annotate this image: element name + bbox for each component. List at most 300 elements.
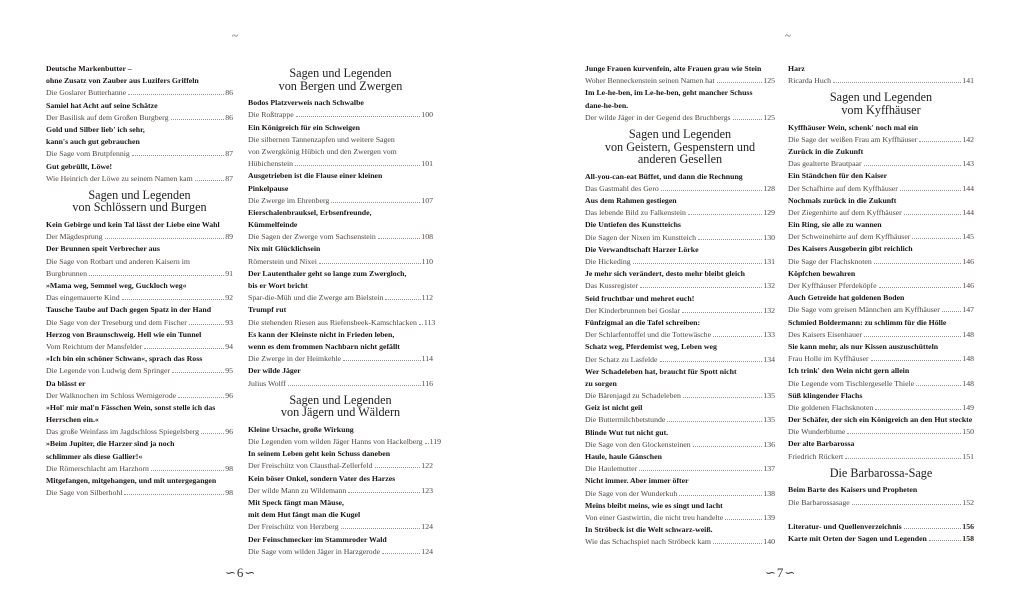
toc-entry-story <box>248 195 433 207</box>
page-number: 96 <box>225 390 233 400</box>
toc-entry-text: Zurück in die Zukunft <box>788 146 864 156</box>
toc-entry-text: In seinem Leben geht kein Schuss daneben <box>248 449 391 459</box>
toc-entry-title <box>46 304 233 316</box>
toc-entry-text: Kleine Ursache, große Wirkung <box>248 424 354 434</box>
page-number: 128 <box>763 183 775 193</box>
toc-entry-text: Friedrich Rückert <box>788 451 844 461</box>
toc-entry-title <box>788 414 974 426</box>
toc-entry-text: zu sorgen <box>585 378 617 388</box>
toc-entry-text: Eierschalenbrauksel, Erbsenfreunde, <box>248 207 372 217</box>
toc-entry-story <box>248 256 433 268</box>
page-number: 134 <box>763 354 775 364</box>
page-number: 96 <box>225 427 233 437</box>
toc-entry-text: Fünfzigmal an die Tafel schreiben: <box>585 317 701 327</box>
dot-leader <box>195 180 225 181</box>
dot-leader <box>879 287 962 288</box>
toc-entry-text: Haule, haule Gänschen <box>585 452 662 462</box>
toc-entry-title <box>585 244 775 256</box>
dot-leader <box>688 214 762 215</box>
dot-leader <box>171 119 225 120</box>
toc-entry-text: Je mehr sich verändert, desto mehr bleibt gleich <box>585 269 745 279</box>
toc-entry-title <box>585 100 775 112</box>
toc-entry-text: Der alte Barbarossa <box>788 439 855 449</box>
toc-entry-story <box>788 183 974 195</box>
toc-entry-text: Gold und Silber lieb' ich sehr, <box>46 124 145 134</box>
toc-entry-text: von Zwergkönig Hübich und den Zwergen vom <box>248 146 397 156</box>
dot-leader <box>151 470 224 471</box>
page-number: 144 <box>962 207 974 217</box>
page-number: 158 <box>962 533 974 543</box>
page-number: 125 <box>763 112 775 122</box>
dot-leader <box>667 421 762 422</box>
toc-entry-text: »Hol' mir mal'n Fässchen Wein, sonst stelle ich das <box>46 402 216 412</box>
dot-leader <box>852 504 962 505</box>
dot-leader <box>717 82 763 83</box>
toc-entry-text: Die Wunderblume <box>788 427 846 437</box>
toc-entry-text: Der Schatz zu Lasfelde <box>585 354 658 364</box>
toc-entry-title <box>46 329 233 341</box>
toc-entry-text: Der Kinderbrunnen bei Goslar <box>585 305 681 315</box>
toc-entry-title <box>46 438 233 450</box>
toc-entry-text: Das gealterte Brautpaar <box>788 159 862 169</box>
page-number: 131 <box>763 257 775 267</box>
page-number: 142 <box>962 134 974 144</box>
dot-leader <box>874 263 962 264</box>
dot-leader <box>296 116 421 117</box>
dot-leader <box>124 494 224 495</box>
section-heading <box>585 128 775 166</box>
toc-entry-text: Des Kaisers Eisenhauer <box>788 329 863 339</box>
dot-leader <box>89 275 224 276</box>
toc-entry-text: Römerstein und Nixei <box>248 256 317 266</box>
toc-entry-story <box>248 158 433 170</box>
toc-entry-title <box>46 280 233 292</box>
toc-entry-story <box>248 353 433 365</box>
page-number: 100 <box>421 110 433 120</box>
toc-entry-text: Schmied Boldermann: zu schlimm für die Hölle <box>788 317 947 327</box>
page-number: 95 <box>225 366 233 376</box>
dot-leader <box>343 360 421 361</box>
dot-leader <box>713 543 762 544</box>
toc-entry-title <box>46 378 233 390</box>
toc-entry-text: Der Schäfer, der sich ein Königreich an den Hut steckte <box>788 415 973 425</box>
toc-entry-title <box>585 378 775 390</box>
toc-entry-story <box>46 317 233 329</box>
page-number: 132 <box>763 305 775 315</box>
toc-entry-title <box>46 161 233 173</box>
dot-leader <box>725 519 762 520</box>
toc-entry-title <box>585 268 775 280</box>
toc-entry-title <box>46 475 233 487</box>
dot-leader <box>733 119 763 120</box>
page-number: 92 <box>225 293 233 303</box>
dot-leader <box>904 214 962 215</box>
page-number: 148 <box>962 354 974 364</box>
page-number: 112 <box>421 293 433 303</box>
page-number: 144 <box>962 183 974 193</box>
toc-entry-text: In Ströbeck ist die Welt schwarz-weiß. <box>585 525 713 535</box>
toc-entry-title <box>788 268 974 280</box>
toc-entry-story <box>248 317 436 329</box>
toc-entry-text: Der Kyffhäuser Pferdeköpfe <box>788 281 877 290</box>
toc-entry-story <box>46 426 233 438</box>
toc-entry-story <box>585 488 775 500</box>
toc-entry-title <box>788 195 974 207</box>
toc-entry-title <box>248 329 433 341</box>
toc-entry-text: schlimmer als diese Gallier!« <box>46 451 143 461</box>
toc-entry-text: Der Schweinehirte auf dem Kyffhäuser <box>788 232 911 242</box>
page-number: 135 <box>763 391 775 401</box>
toc-entry-text: Deutsche Markenbutter – <box>46 64 132 73</box>
toc-entry-title <box>248 509 433 521</box>
toc-entry-text: bis er Wort bricht <box>248 281 308 290</box>
page-number: 138 <box>763 488 775 498</box>
toc-entry-story <box>46 231 233 243</box>
toc-entry-text: Der Feinschmecker im Stammroder Wald <box>248 534 387 544</box>
toc-entry-story <box>585 390 775 402</box>
toc-entry-title <box>46 100 233 112</box>
toc-entry-text: Julius Wolff <box>248 378 286 388</box>
toc-entry-text: Die Sage von der Wunderkuh <box>585 488 678 498</box>
toc-entry-story <box>46 87 233 99</box>
toc-entry-story <box>585 75 775 87</box>
page-number: 152 <box>962 497 974 507</box>
toc-entry-text: Aus dem Rahmen gestiegen <box>585 196 677 206</box>
toc-entry-text: Die Roßtrappe <box>248 110 294 120</box>
toc-entry-text: Meins bleibt meins, wie es singt und lacht <box>585 500 723 510</box>
toc-entry-text: Es kann der Kleinste nicht in Frieden leben, <box>248 329 395 339</box>
toc-entry-story <box>788 378 974 390</box>
section-heading <box>248 394 433 419</box>
toc-entry-story <box>585 439 775 451</box>
toc-entry-text: All-you-can-eat Büffet, und dann die Rechnung <box>585 171 743 181</box>
page-number: 93 <box>225 317 233 327</box>
top-ornament-right: ~ <box>785 30 791 42</box>
toc-entry-text: Des Kaisers Ausgeberin gibt reichlich <box>788 244 913 254</box>
page-number: 146 <box>962 256 974 266</box>
toc-entry-story <box>46 487 233 499</box>
section-heading-line: von Bergen und Zwergen <box>278 78 403 93</box>
toc-entry-title <box>585 195 775 207</box>
toc-entry-text: Die Sage von Silberhohl <box>46 488 123 498</box>
toc-entry-title <box>585 63 775 75</box>
toc-entry-title <box>46 451 233 463</box>
toc-entry-story <box>788 304 974 316</box>
page-number: 130 <box>763 232 775 242</box>
toc-entry-title <box>585 341 775 353</box>
dot-leader <box>900 190 961 191</box>
page-number: 89 <box>225 232 233 242</box>
page-number: 114 <box>421 354 433 364</box>
toc-entry-text: Nicht immer. Aber immer öfter <box>585 476 689 486</box>
toc-entry-text: Woher Benneckenstein seinen Namen hat <box>585 76 715 86</box>
toc-entry-story <box>585 329 775 341</box>
dot-leader <box>693 446 763 447</box>
toc-entry-story <box>248 231 433 243</box>
toc-entry-story <box>788 158 974 170</box>
dot-leader <box>864 336 961 337</box>
toc-entry-title <box>788 146 974 158</box>
section-heading-line: Sagen und Legenden <box>88 187 191 202</box>
toc-entry-story <box>585 280 775 292</box>
toc-entry-text: Trumpf rut <box>248 305 287 315</box>
toc-entry-story <box>46 463 233 475</box>
spacer <box>788 509 974 521</box>
dot-leader <box>640 287 762 288</box>
toc-entry-text: Spar-die-Müh und die Zwerge am Bielstein <box>248 293 384 303</box>
toc-entry-title <box>46 219 233 231</box>
section-heading <box>46 189 233 214</box>
toc-entry-text: Die Sage vom wilden Jäger in Harzgerode <box>248 546 381 556</box>
page-number: 132 <box>763 281 775 291</box>
toc-entry-text: Im Le-he-ben, im Le-he-ben, geht mancher Schuss <box>585 88 753 98</box>
toc-entry-text: Der Mägdesprung <box>46 232 103 242</box>
dot-leader <box>633 263 763 264</box>
dot-leader <box>375 467 421 468</box>
toc-entry-text: Mit Speck fängt man Mäuse, <box>248 498 344 507</box>
toc-entry-text: Kein Gebirge und kein Tal lässt der Liebe eine Wahl <box>46 220 220 230</box>
dot-leader <box>682 312 762 313</box>
toc-entry-title <box>788 390 974 402</box>
toc-entry-text: Kümmelfeinde <box>248 220 298 230</box>
section-heading-line: von Jägern und Wäldern <box>280 405 401 420</box>
toc-entry-story <box>788 497 974 509</box>
dot-leader <box>385 299 420 300</box>
page-number: 156 <box>962 521 974 531</box>
toc-entry-title <box>788 292 974 304</box>
page-number: 87 <box>225 149 233 159</box>
toc-entry-title <box>248 341 433 353</box>
toc-entry-story <box>585 232 775 244</box>
toc-entry-story <box>788 75 974 87</box>
page-number: 129 <box>763 208 775 218</box>
dot-leader <box>382 553 420 554</box>
toc-entry-title <box>46 75 233 87</box>
toc-entry-text: Der Ziegenhirte auf dem Kyffhäuser <box>788 207 902 217</box>
toc-entry-text: Die Haulemutter <box>585 464 638 474</box>
toc-entry-title <box>788 521 974 533</box>
toc-entry-text: Der wilde Mann zu Wildemann <box>248 485 347 495</box>
toc-entry-story <box>788 353 974 365</box>
toc-entry-text: Die Sage von den Glockensteinen <box>585 439 691 449</box>
page-number: 119 <box>429 437 441 447</box>
toc-entry-story <box>248 109 433 121</box>
toc-entry-title <box>46 136 233 148</box>
toc-entry-text: Frau Holle im Kyffhäuser <box>788 354 869 364</box>
toc-entry-text: Ein Ring, sie alle zu wannen <box>788 220 882 230</box>
toc-entry-text: Der Brunnen speit Verbrecher aus <box>46 244 160 254</box>
toc-entry-text: Mitgefangen, mitgehangen, und mit untergegangen <box>46 476 217 485</box>
toc-entry-text: Der Walknochen im Schloss Wernigerode <box>46 390 177 400</box>
page-number: 145 <box>962 232 974 242</box>
toc-entry-text: Bodos Platzverweis nach Schwalbe <box>248 98 364 108</box>
toc-column-2 <box>248 63 441 558</box>
dot-leader <box>295 165 420 166</box>
section-heading-line: Sagen und Legenden <box>829 90 933 105</box>
page-number: 91 <box>225 268 233 278</box>
page-number: 147 <box>962 305 974 315</box>
toc-entry-text: Wie Heinrich der Löwe zu seinem Namen kam <box>46 173 193 183</box>
toc-entry-title <box>248 448 433 460</box>
toc-entry-text: Die Sagen der Nixen im Kunstteich <box>585 232 697 242</box>
toc-entry-story <box>585 305 775 317</box>
dot-leader <box>845 458 961 459</box>
toc-column-3 <box>585 63 775 549</box>
dot-leader <box>639 470 762 471</box>
toc-entry-text: »Ich bin ein schöner Schwan«, sprach das Ross <box>46 354 203 364</box>
dot-leader <box>144 348 224 349</box>
toc-entry-story <box>788 426 974 438</box>
toc-entry-title <box>46 63 233 75</box>
toc-entry-text: Hübichenstein <box>248 159 294 169</box>
toc-entry-title <box>585 317 775 329</box>
toc-entry-text: Ein Ständchen für den Kaiser <box>788 171 888 181</box>
dot-leader <box>679 495 762 496</box>
toc-entry-story <box>585 354 775 366</box>
toc-entry-text: dane-he-ben. <box>585 100 629 110</box>
toc-entry-text: Die Goslarer Butterhanne <box>46 88 127 98</box>
toc-entry-text: wenn es dem frommen Nachbarn nicht gefällt <box>248 341 400 351</box>
toc-entry-story <box>788 280 974 292</box>
toc-entry-text: Blinde Wut tut nicht gut. <box>585 427 669 437</box>
toc-entry-title <box>788 170 974 182</box>
toc-column-1 <box>46 63 233 499</box>
section-heading-line: von Geistern, Gespenstern und <box>604 139 756 154</box>
toc-entry-title <box>788 317 974 329</box>
toc-entry-story <box>248 485 433 497</box>
toc-entry-title <box>248 304 433 316</box>
toc-entry-story <box>46 341 233 353</box>
dot-leader <box>683 397 762 398</box>
page-number: 150 <box>962 427 974 437</box>
toc-entry-text: Auch Getreide hat goldenen Boden <box>788 293 905 303</box>
toc-entry-text: Die Zwerge im Ehrenberg <box>248 195 330 205</box>
section-heading <box>788 91 974 116</box>
dot-leader <box>871 360 962 361</box>
toc-entry-text: Die Sage von der Treseburg und dem Fischer <box>46 317 187 327</box>
toc-entry-title <box>248 97 433 109</box>
toc-entry-text: Kein böser Onkel, sondern Vater des Harzes <box>248 473 396 483</box>
toc-entry-title <box>585 475 775 487</box>
toc-entry-story <box>585 183 775 195</box>
toc-entry-title <box>248 280 433 292</box>
page-number: 116 <box>421 378 433 388</box>
section-heading-line: vom Kyffhäuser <box>841 102 921 117</box>
toc-entry-title <box>248 473 433 485</box>
page-number: 143 <box>962 159 974 169</box>
toc-entry-text: Beim Barte des Kaisers und Propheten <box>788 485 918 495</box>
toc-entry-text: Süß klingender Flachs <box>788 390 863 400</box>
toc-entry-text: Die Untiefen des Kunstteichs <box>585 220 681 230</box>
dot-leader <box>132 155 224 156</box>
page-number: 140 <box>763 537 775 547</box>
toc-entry-text: Sie kann mehr, als nur Kissen auszuschütteln <box>788 341 939 351</box>
toc-entry-story <box>248 292 433 304</box>
toc-entry-story <box>46 292 233 304</box>
toc-entry-story <box>46 268 233 280</box>
toc-entry-text: Karte mit Orten der Sagen und Legenden <box>788 533 927 543</box>
toc-entry-story <box>248 146 433 158</box>
page-number: 141 <box>962 76 974 86</box>
toc-entry-story <box>248 460 433 472</box>
toc-entry-story <box>585 207 775 219</box>
toc-entry-title <box>46 414 233 426</box>
dot-leader <box>942 311 961 312</box>
toc-entry-title <box>788 219 974 231</box>
toc-entry-story <box>585 463 775 475</box>
page-number: 122 <box>421 461 433 471</box>
toc-entry-text: Der Basilisk auf dem Großen Burgberg <box>46 112 169 122</box>
toc-entry-title <box>248 183 433 195</box>
dot-leader <box>288 385 421 386</box>
page-number: 98 <box>225 488 233 498</box>
page-number: 137 <box>763 464 775 474</box>
dot-leader <box>128 94 224 95</box>
toc-entry-story <box>585 536 775 548</box>
dot-leader <box>122 299 225 300</box>
page-number: 133 <box>763 330 775 340</box>
toc-entry-title <box>788 243 974 255</box>
toc-entry-text: Der Freischütz von Clausthal-Zellerfeld <box>248 461 373 471</box>
page-number: 87 <box>225 173 233 183</box>
toc-entry-text: Herzog von Braunschweig. Hell wie ein Tunnel <box>46 329 202 339</box>
page-number: 124 <box>421 546 433 556</box>
toc-entry-story <box>248 521 433 533</box>
dot-leader <box>105 238 225 239</box>
section-heading-line: Sagen und Legenden <box>628 126 732 141</box>
toc-entry-text: Junge Frauen kurvenfein, alte Frauen grau wie Stein <box>585 64 762 73</box>
page-number: 135 <box>763 415 775 425</box>
toc-entry-title <box>248 207 433 219</box>
toc-entry-story <box>248 546 433 558</box>
toc-entry-story <box>585 112 775 124</box>
dot-leader <box>331 202 420 203</box>
toc-entry-text: »Mama weg, Semmel weg, Guckloch weg« <box>46 281 187 290</box>
toc-entry-text: Nix mit Glücklichsein <box>248 244 321 254</box>
toc-entry-text: Samiel hat Acht auf seine Schätze <box>46 100 158 110</box>
dot-leader <box>201 433 224 434</box>
toc-entry-text: Ich trink' den Wein nicht gern allein <box>788 366 910 376</box>
toc-entry-text: Die Sage vom Brutpfennig <box>46 149 130 159</box>
toc-entry-text: Die Sagen der Zwerge vom Sachsenstein <box>248 232 376 242</box>
toc-entry-text: ohne Zusatz von Zauber aus Luzifers Griffeln <box>46 76 199 86</box>
toc-entry-story <box>585 256 775 268</box>
page-number: 149 <box>962 402 974 412</box>
toc-entry-text: Der wilde Jäger <box>248 366 301 376</box>
toc-entry-title <box>585 293 775 305</box>
toc-entry-title <box>788 365 974 377</box>
toc-entry-title <box>788 63 974 75</box>
toc-entry-text: Die Sage der weißen Frau am Kyffhäuser <box>788 134 918 144</box>
toc-entry-story <box>788 207 974 219</box>
toc-entry-title <box>46 353 233 365</box>
toc-entry-text: Da blässt er <box>46 378 86 388</box>
toc-entry-title <box>248 268 433 280</box>
toc-entry-text: Die Buttermilchbetstunde <box>585 415 666 425</box>
toc-entry-story <box>585 414 775 426</box>
toc-entry-title <box>585 402 775 414</box>
page-number: 107 <box>421 195 433 205</box>
toc-entry-text: Das lebende Bild zu Falkenstein <box>585 208 686 218</box>
toc-entry-story <box>788 402 974 414</box>
dot-leader <box>916 385 961 386</box>
page-number: 146 <box>962 281 974 290</box>
toc-entry-text: Ausgetrieben ist die Flause einer kleinen <box>248 171 383 181</box>
toc-entry-story <box>585 512 775 524</box>
dot-leader <box>847 433 961 434</box>
toc-entry-text: Herrschen ein.« <box>46 415 99 425</box>
toc-entry-title <box>585 87 775 99</box>
